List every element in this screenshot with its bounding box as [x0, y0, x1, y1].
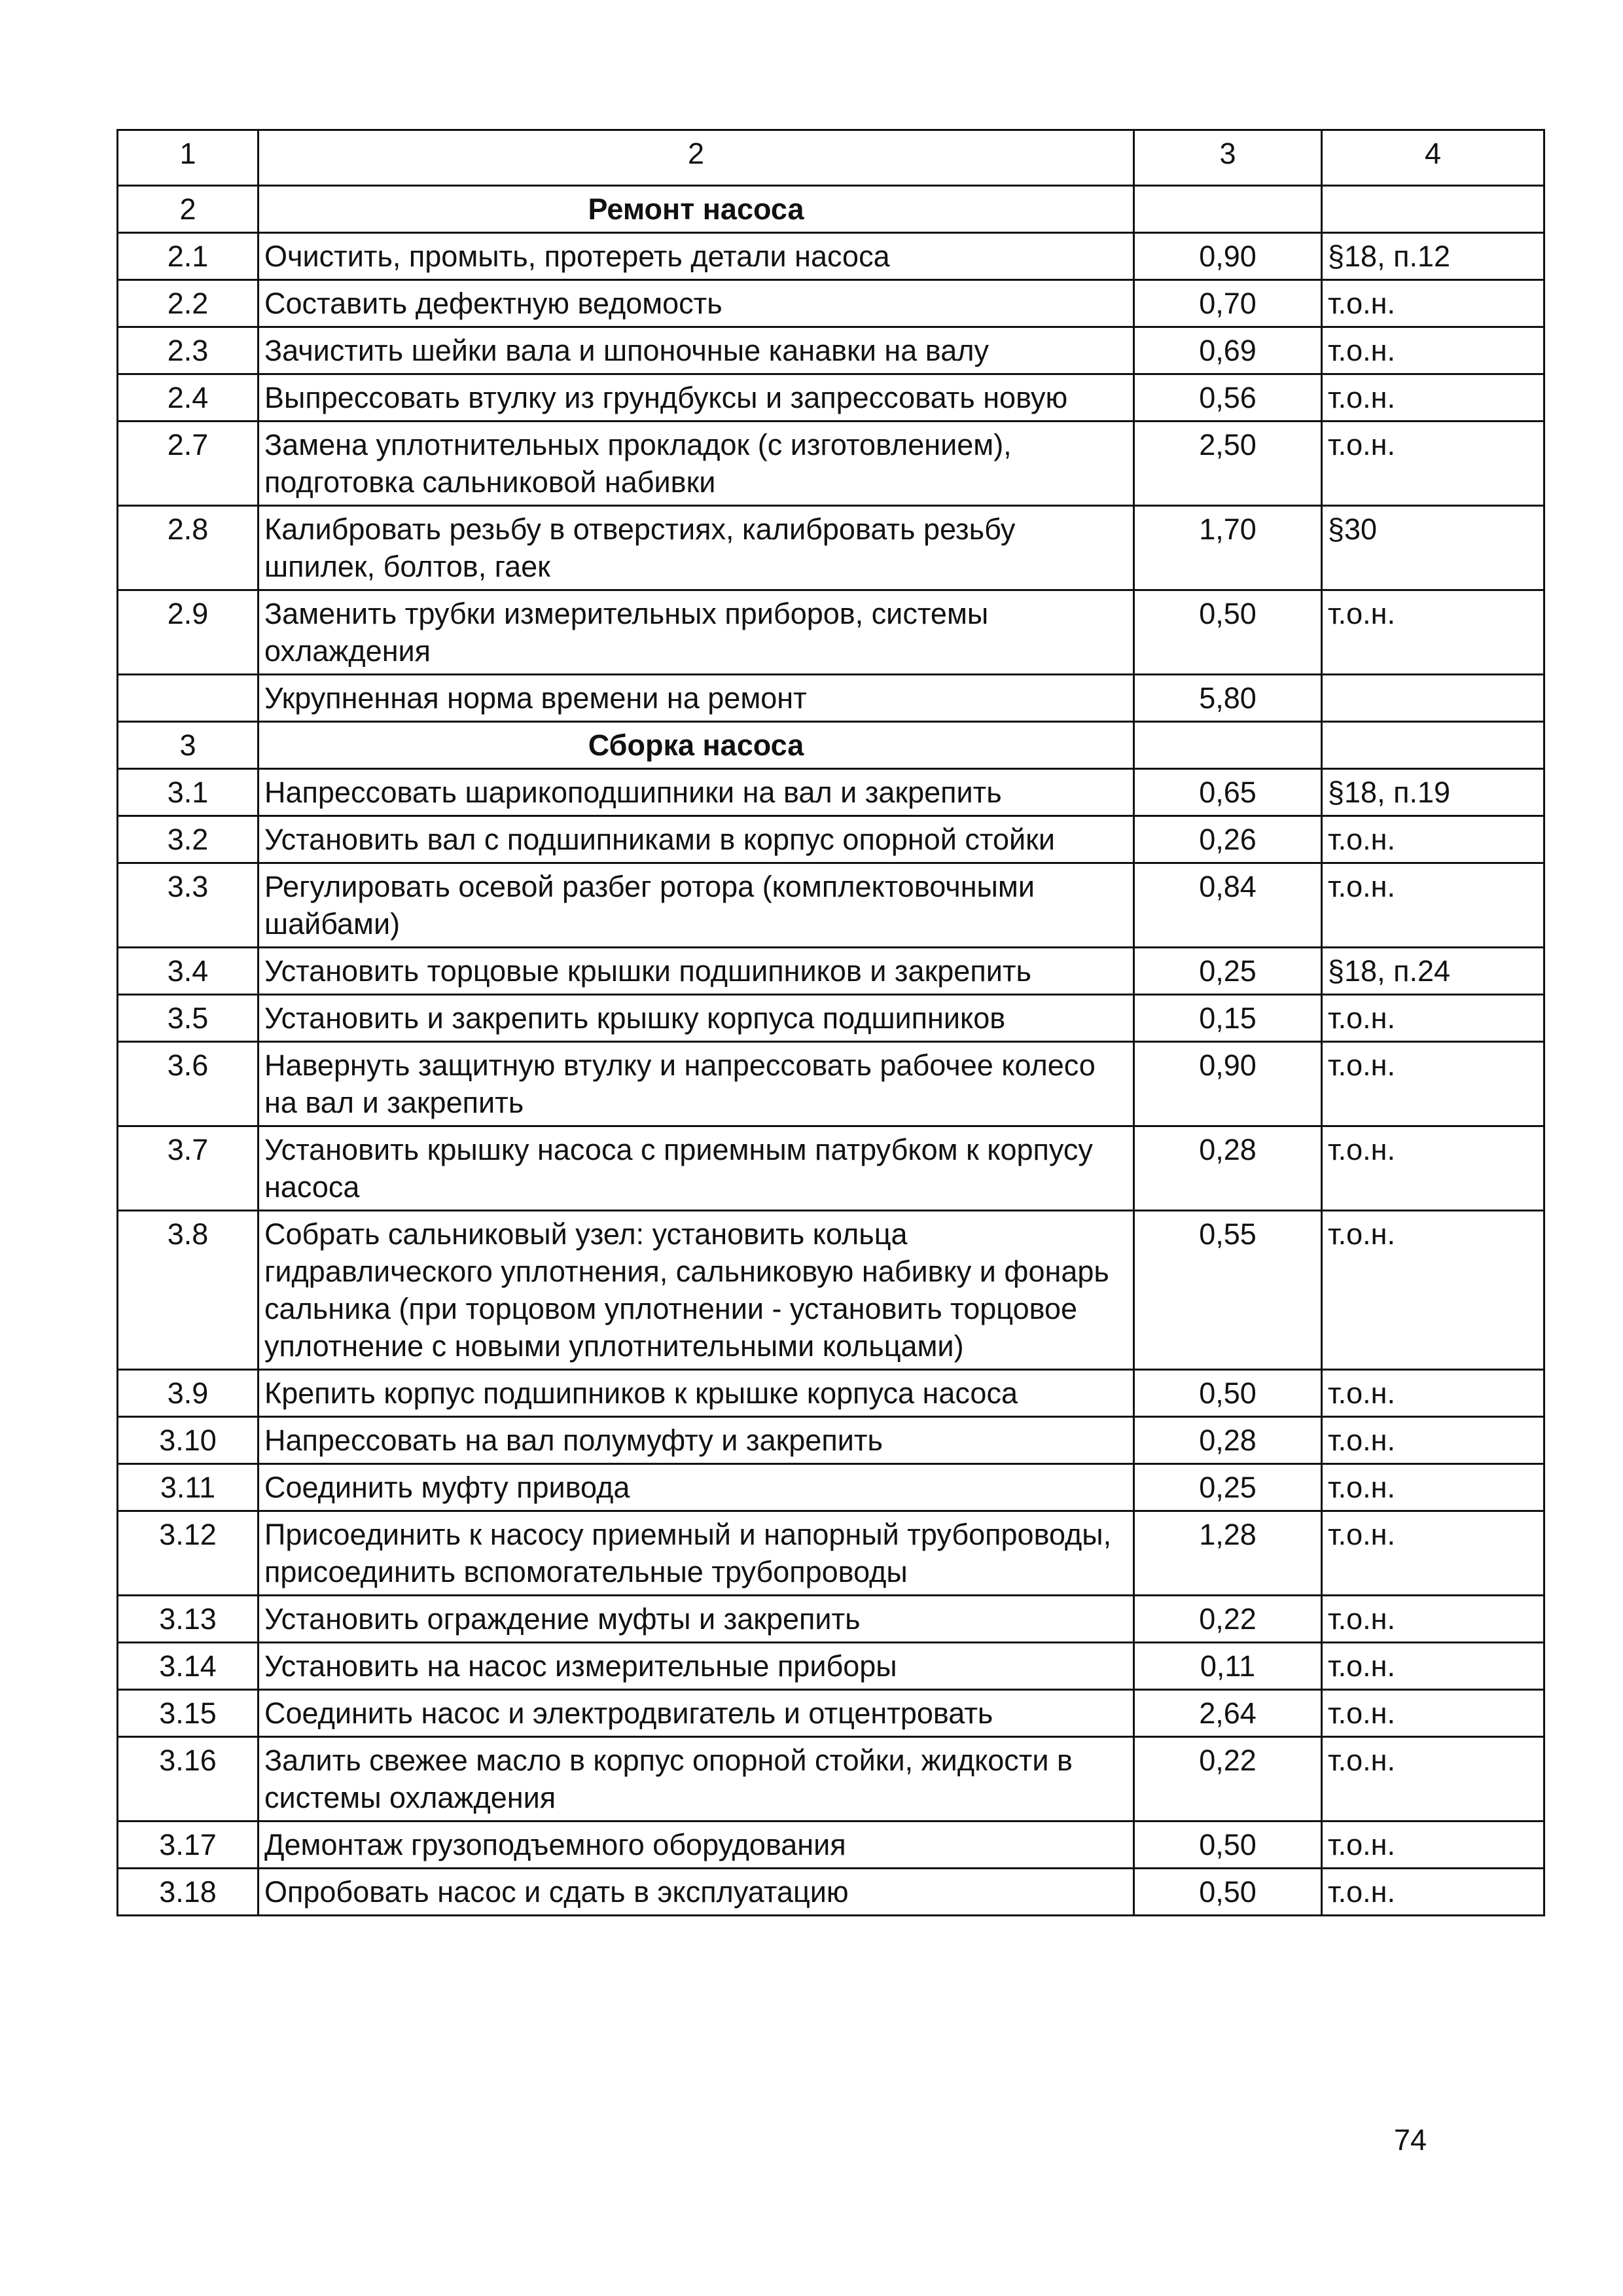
table-row — [118, 1821, 1544, 1869]
work-description: Соединить муфту привода — [259, 1464, 1134, 1511]
row-number: 3.15 — [118, 1690, 259, 1737]
row-number: 2.4 — [118, 374, 259, 422]
section-row-repair — [118, 186, 1544, 233]
norm-reference: т.о.н. — [1322, 1126, 1544, 1211]
row-number: 3.14 — [118, 1643, 259, 1690]
table-row — [118, 769, 1544, 816]
time-norm: 0,56 — [1134, 374, 1322, 422]
work-norms-table — [116, 129, 1545, 1916]
table-row — [118, 1126, 1544, 1211]
row-number: 3.12 — [118, 1511, 259, 1596]
time-norm: 0,84 — [1134, 863, 1322, 948]
norm-reference: §18, п.24 — [1322, 948, 1544, 995]
time-norm: 0,26 — [1134, 816, 1322, 863]
time-norm: 0,55 — [1134, 1211, 1322, 1370]
time-norm: 0,50 — [1134, 590, 1322, 675]
norm-reference: §30 — [1322, 506, 1544, 590]
work-description: Напрессовать на вал полумуфту и закрепить — [259, 1417, 1134, 1464]
header-cell-4: 4 — [1322, 130, 1544, 186]
row-number: 2.3 — [118, 327, 259, 374]
time-norm: 2,64 — [1134, 1690, 1322, 1737]
row-number: 3.13 — [118, 1596, 259, 1643]
norm-reference: т.о.н. — [1322, 1417, 1544, 1464]
norm-reference: т.о.н. — [1322, 422, 1544, 506]
work-description: Выпрессовать втулку из грундбуксы и запрессовать новую — [259, 374, 1134, 422]
time-norm: 0,69 — [1134, 327, 1322, 374]
work-description: Залить свежее масло в корпус опорной стойки, жидкости в системы охлаждения — [259, 1737, 1134, 1821]
row-number: 3.4 — [118, 948, 259, 995]
work-description: Напрессовать шарикоподшипники на вал и закрепить — [259, 769, 1134, 816]
norm-reference: т.о.н. — [1322, 1737, 1544, 1821]
norm-reference: т.о.н. — [1322, 1821, 1544, 1869]
row-number: 2.7 — [118, 422, 259, 506]
table-row — [118, 1464, 1544, 1511]
column-number-row — [118, 130, 1544, 186]
time-norm: 0,50 — [1134, 1869, 1322, 1916]
repair-total-row — [118, 675, 1544, 722]
norm-reference: т.о.н. — [1322, 995, 1544, 1042]
time-norm: 1,70 — [1134, 506, 1322, 590]
norm-reference: т.о.н. — [1322, 327, 1544, 374]
table-row — [118, 280, 1544, 327]
work-description: Установить вал с подшипниками в корпус опорной стойки — [259, 816, 1134, 863]
table-row — [118, 506, 1544, 590]
time-norm: 0,22 — [1134, 1737, 1322, 1821]
work-description: Соединить насос и электродвигатель и отцентровать — [259, 1690, 1134, 1737]
norm-reference: §18, п.12 — [1322, 233, 1544, 280]
norm-reference: т.о.н. — [1322, 816, 1544, 863]
time-norm: 0,15 — [1134, 995, 1322, 1042]
row-number: 2.8 — [118, 506, 259, 590]
norm-reference: т.о.н. — [1322, 1643, 1544, 1690]
empty-cell — [118, 675, 259, 722]
time-norm: 0,28 — [1134, 1417, 1322, 1464]
time-norm: 0,11 — [1134, 1643, 1322, 1690]
work-description: Установить ограждение муфты и закрепить — [259, 1596, 1134, 1643]
row-number: 3.11 — [118, 1464, 259, 1511]
norm-reference: т.о.н. — [1322, 1690, 1544, 1737]
table-row — [118, 1211, 1544, 1370]
norm-reference: т.о.н. — [1322, 1596, 1544, 1643]
row-number: 3.16 — [118, 1737, 259, 1821]
row-number: 2.2 — [118, 280, 259, 327]
table-row — [118, 1596, 1544, 1643]
time-norm: 0,65 — [1134, 769, 1322, 816]
work-description: Опробовать насос и сдать в эксплуатацию — [259, 1869, 1134, 1916]
row-number: 3.10 — [118, 1417, 259, 1464]
row-number: 3.9 — [118, 1370, 259, 1417]
header-cell-2: 2 — [259, 130, 1134, 186]
norm-reference: т.о.н. — [1322, 1511, 1544, 1596]
table-row — [118, 233, 1544, 280]
work-description: Крепить корпус подшипников к крышке корпуса насоса — [259, 1370, 1134, 1417]
table-row — [118, 1869, 1544, 1916]
row-number: 3.17 — [118, 1821, 259, 1869]
table-row — [118, 590, 1544, 675]
total-value: 5,80 — [1134, 675, 1322, 722]
row-number: 3.8 — [118, 1211, 259, 1370]
time-norm: 0,90 — [1134, 1042, 1322, 1126]
page-number: 74 — [1394, 2123, 1427, 2157]
empty-cell — [1322, 186, 1544, 233]
norm-reference: т.о.н. — [1322, 590, 1544, 675]
table-row — [118, 1511, 1544, 1596]
row-number: 2.9 — [118, 590, 259, 675]
table-row — [118, 422, 1544, 506]
work-description: Очистить, промыть, протереть детали насоса — [259, 233, 1134, 280]
header-cell-3: 3 — [1134, 130, 1322, 186]
row-number: 2.1 — [118, 233, 259, 280]
row-number: 3.6 — [118, 1042, 259, 1126]
work-description: Присоединить к насосу приемный и напорный трубопроводы, присоединить вспомогательные трубопроводы — [259, 1511, 1134, 1596]
table-row — [118, 1417, 1544, 1464]
section-title: Сборка насоса — [259, 722, 1134, 769]
header-cell-1: 1 — [118, 130, 259, 186]
row-number: 3.7 — [118, 1126, 259, 1211]
time-norm: 0,28 — [1134, 1126, 1322, 1211]
row-number: 3.3 — [118, 863, 259, 948]
total-label: Укрупненная норма времени на ремонт — [259, 675, 1134, 722]
work-description: Зачистить шейки вала и шпоночные канавки на валу — [259, 327, 1134, 374]
norm-reference: т.о.н. — [1322, 1370, 1544, 1417]
row-number: 3.18 — [118, 1869, 259, 1916]
time-norm: 0,50 — [1134, 1821, 1322, 1869]
time-norm: 2,50 — [1134, 422, 1322, 506]
norm-reference: т.о.н. — [1322, 863, 1544, 948]
table-row — [118, 948, 1544, 995]
work-description: Составить дефектную ведомость — [259, 280, 1134, 327]
norm-reference: т.о.н. — [1322, 374, 1544, 422]
time-norm: 0,22 — [1134, 1596, 1322, 1643]
table-row — [118, 1643, 1544, 1690]
work-description: Демонтаж грузоподъемного оборудования — [259, 1821, 1134, 1869]
time-norm: 0,50 — [1134, 1370, 1322, 1417]
work-description: Установить крышку насоса с приемным патрубком к корпусу насоса — [259, 1126, 1134, 1211]
time-norm: 0,90 — [1134, 233, 1322, 280]
work-description: Регулировать осевой разбег ротора (комплектовочными шайбами) — [259, 863, 1134, 948]
work-description: Замена уплотнительных прокладок (с изготовлением), подготовка сальниковой набивки — [259, 422, 1134, 506]
work-description: Заменить трубки измерительных приборов, системы охлаждения — [259, 590, 1134, 675]
row-number: 3.1 — [118, 769, 259, 816]
norm-reference: т.о.н. — [1322, 1211, 1544, 1370]
time-norm: 0,25 — [1134, 1464, 1322, 1511]
row-number: 3.5 — [118, 995, 259, 1042]
table-row — [118, 1690, 1544, 1737]
time-norm: 0,70 — [1134, 280, 1322, 327]
norm-reference: т.о.н. — [1322, 1869, 1544, 1916]
table-row — [118, 1737, 1544, 1821]
work-description: Навернуть защитную втулку и напрессовать рабочее колесо на вал и закрепить — [259, 1042, 1134, 1126]
table-row — [118, 374, 1544, 422]
empty-cell — [1134, 722, 1322, 769]
time-norm: 0,25 — [1134, 948, 1322, 995]
section-row-assembly — [118, 722, 1544, 769]
work-description: Собрать сальниковый узел: установить кольца гидравлического уплотнения, сальниковую набивку и фонарь сальника (при торцовом уплотнении - установить торцовое уплотнение с новыми уплотнительными кольцами) — [259, 1211, 1134, 1370]
repair-rows — [118, 233, 1544, 675]
empty-cell — [1134, 186, 1322, 233]
table-row — [118, 863, 1544, 948]
table-row — [118, 995, 1544, 1042]
empty-cell — [1322, 675, 1544, 722]
norm-reference: т.о.н. — [1322, 280, 1544, 327]
table-row — [118, 327, 1544, 374]
norm-reference: т.о.н. — [1322, 1464, 1544, 1511]
section-number: 2 — [118, 186, 259, 233]
table-row — [118, 1370, 1544, 1417]
norm-reference: §18, п.19 — [1322, 769, 1544, 816]
work-description: Калибровать резьбу в отверстиях, калибровать резьбу шпилек, болтов, гаек — [259, 506, 1134, 590]
assembly-rows — [118, 769, 1544, 1916]
time-norm: 1,28 — [1134, 1511, 1322, 1596]
table-row — [118, 816, 1544, 863]
work-description: Установить на насос измерительные приборы — [259, 1643, 1134, 1690]
section-number: 3 — [118, 722, 259, 769]
work-description: Установить и закрепить крышку корпуса подшипников — [259, 995, 1134, 1042]
norm-reference: т.о.н. — [1322, 1042, 1544, 1126]
row-number: 3.2 — [118, 816, 259, 863]
empty-cell — [1322, 722, 1544, 769]
work-description: Установить торцовые крышки подшипников и закрепить — [259, 948, 1134, 995]
table-row — [118, 1042, 1544, 1126]
section-title: Ремонт насоса — [259, 186, 1134, 233]
